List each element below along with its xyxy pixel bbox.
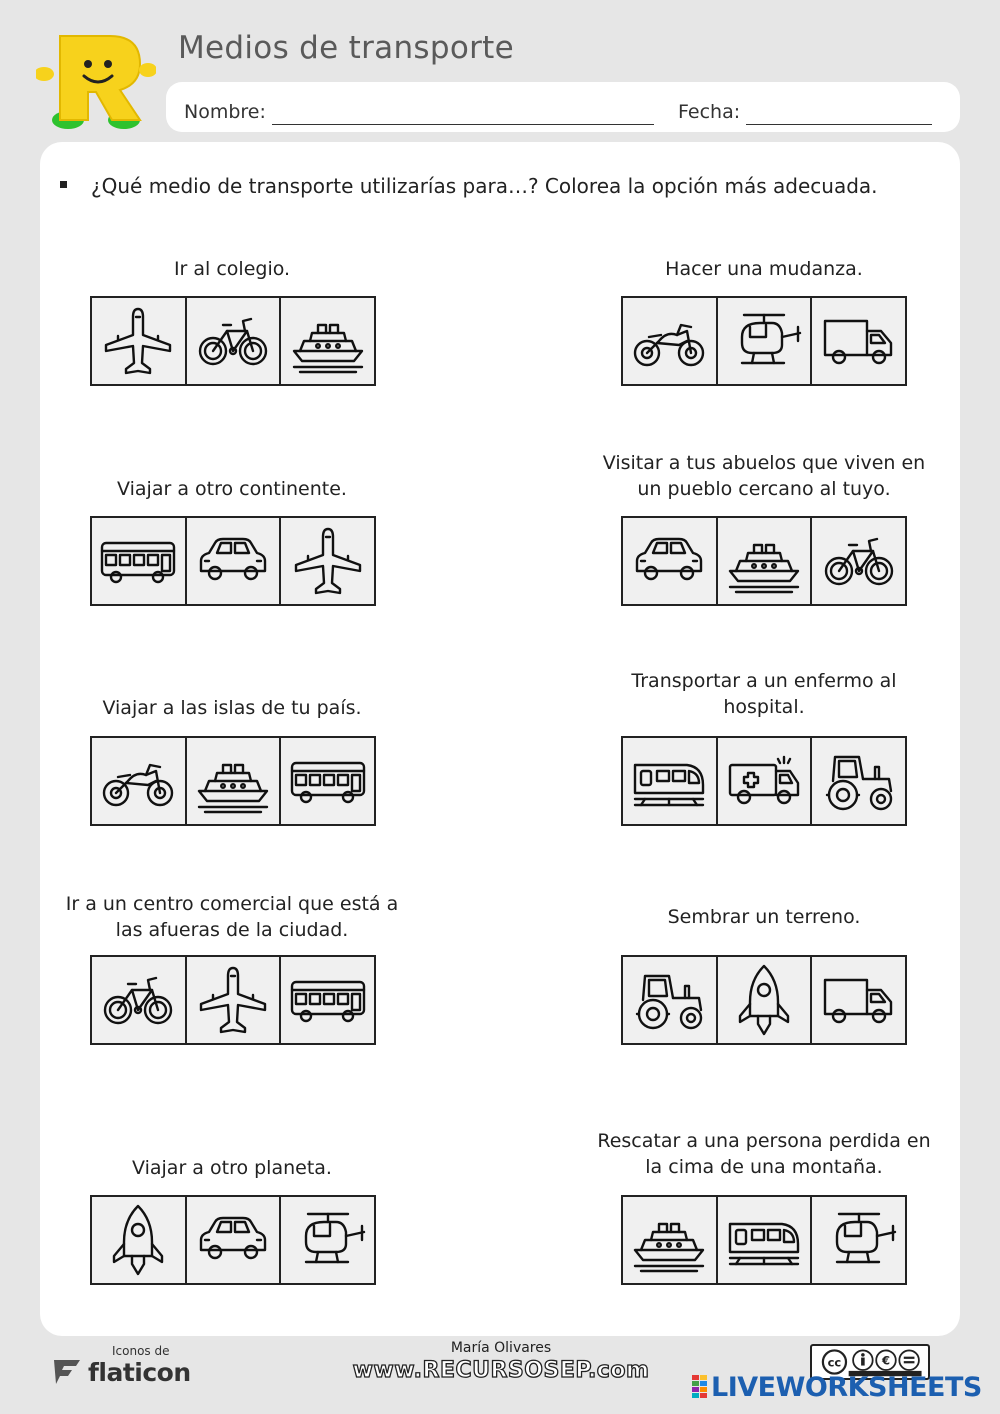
option-cell[interactable] — [623, 957, 718, 1043]
liveworksheets-text: LIVEWORKSHEETS — [711, 1372, 982, 1403]
option-cell[interactable] — [92, 957, 187, 1043]
options-row — [621, 296, 907, 386]
ambulance-icon — [724, 741, 804, 821]
motorcycle-icon — [629, 301, 709, 381]
bullet-icon — [60, 181, 67, 188]
question-label: Visitar a tus abuelos que viven en un pueblo cercano al tuyo. — [602, 452, 926, 500]
helicopter-icon — [724, 301, 804, 381]
name-label: Nombre: — [184, 101, 266, 123]
option-cell[interactable] — [812, 738, 905, 824]
options-row — [90, 1195, 376, 1285]
option-cell[interactable] — [281, 518, 374, 604]
options-row — [621, 955, 907, 1045]
flaticon-brand: flaticon — [88, 1358, 191, 1387]
question-label: Rescatar a una persona perdida en la cima de una montaña. — [597, 1130, 931, 1178]
option-cell[interactable] — [92, 298, 187, 384]
instruction-text: ¿Qué medio de transporte utilizarías para…? Colorea la opción más adecuada. — [91, 174, 878, 198]
options-row — [621, 736, 907, 826]
author-name: María Olivares — [450, 1340, 552, 1356]
liveworksheets-logo — [692, 1372, 982, 1403]
date-field[interactable] — [746, 124, 932, 125]
option-cell[interactable] — [718, 518, 813, 604]
options-row — [621, 516, 907, 606]
page-title: Medios de transporte — [178, 30, 514, 66]
truck-icon — [819, 960, 899, 1040]
car-icon — [629, 521, 709, 601]
tractor-icon — [819, 741, 899, 821]
train-icon — [724, 1200, 804, 1280]
option-cell[interactable] — [623, 518, 718, 604]
option-cell[interactable] — [187, 1197, 282, 1283]
option-cell[interactable] — [92, 1197, 187, 1283]
option-cell[interactable] — [92, 518, 187, 604]
truck-icon — [819, 301, 899, 381]
rocket-icon — [724, 960, 804, 1040]
train-icon — [629, 741, 709, 821]
option-cell[interactable] — [281, 957, 374, 1043]
instruction — [60, 174, 878, 198]
motorcycle-icon — [98, 741, 178, 821]
helicopter-icon — [288, 1200, 368, 1280]
options-row — [621, 1195, 907, 1285]
option-cell[interactable] — [812, 957, 905, 1043]
question-label: Hacer una mudanza. — [665, 258, 863, 280]
option-cell[interactable] — [92, 738, 187, 824]
question-label: Viajar a otro planeta. — [132, 1157, 332, 1179]
option-cell[interactable] — [812, 1197, 905, 1283]
name-date-bar — [166, 82, 960, 132]
bus-icon — [288, 741, 368, 821]
bicycle-icon — [193, 301, 273, 381]
options-row — [90, 736, 376, 826]
option-cell[interactable] — [187, 518, 282, 604]
name-field[interactable] — [272, 124, 654, 125]
author-credit — [346, 1340, 656, 1383]
option-cell[interactable] — [812, 518, 905, 604]
question-label: Transportar a un enfermo al hospital. — [631, 670, 897, 718]
ship-icon — [724, 521, 804, 601]
flaticon-logo-icon — [52, 1356, 82, 1386]
svg-text:€: € — [881, 1353, 891, 1368]
options-row — [90, 296, 376, 386]
car-icon — [193, 521, 273, 601]
option-cell[interactable] — [718, 1197, 813, 1283]
question-label: Viajar a las islas de tu país. — [102, 697, 362, 719]
airplane-icon — [288, 521, 368, 601]
option-cell[interactable] — [281, 738, 374, 824]
ship-icon — [288, 301, 368, 381]
rocket-icon — [98, 1200, 178, 1280]
option-cell[interactable] — [623, 298, 718, 384]
option-cell[interactable] — [187, 738, 282, 824]
option-cell[interactable] — [718, 957, 813, 1043]
tractor-icon — [629, 960, 709, 1040]
flaticon-credit — [52, 1344, 212, 1394]
option-cell[interactable] — [623, 738, 718, 824]
airplane-icon — [98, 301, 178, 381]
question-label: Ir a un centro comercial que está a las afueras de la ciudad. — [65, 893, 399, 941]
option-cell[interactable] — [718, 298, 813, 384]
question-label: Ir al colegio. — [173, 258, 291, 280]
car-icon — [193, 1200, 273, 1280]
bicycle-icon — [819, 521, 899, 601]
option-cell[interactable] — [718, 738, 813, 824]
bus-icon — [288, 960, 368, 1040]
icons-credit-text: Iconos de — [112, 1344, 170, 1358]
date-label: Fecha: — [678, 101, 741, 123]
svg-text:cc: cc — [827, 1355, 842, 1370]
option-cell[interactable] — [623, 1197, 718, 1283]
helicopter-icon — [819, 1200, 899, 1280]
question-label: Sembrar un terreno. — [667, 906, 861, 928]
airplane-icon — [193, 960, 273, 1040]
options-row — [90, 516, 376, 606]
ship-icon — [193, 741, 273, 821]
website-link[interactable]: www.RECURSOSEP.com — [352, 1358, 650, 1383]
option-cell[interactable] — [281, 298, 374, 384]
option-cell[interactable] — [187, 957, 282, 1043]
recursosep-logo — [36, 28, 156, 132]
bus-icon — [98, 521, 178, 601]
ship-icon — [629, 1200, 709, 1280]
liveworksheets-icon — [692, 1375, 708, 1399]
option-cell[interactable] — [812, 298, 905, 384]
option-cell[interactable] — [281, 1197, 374, 1283]
question-label: Viajar a otro continente. — [117, 478, 347, 500]
option-cell[interactable] — [187, 298, 282, 384]
options-row — [90, 955, 376, 1045]
bicycle-icon — [98, 960, 178, 1040]
